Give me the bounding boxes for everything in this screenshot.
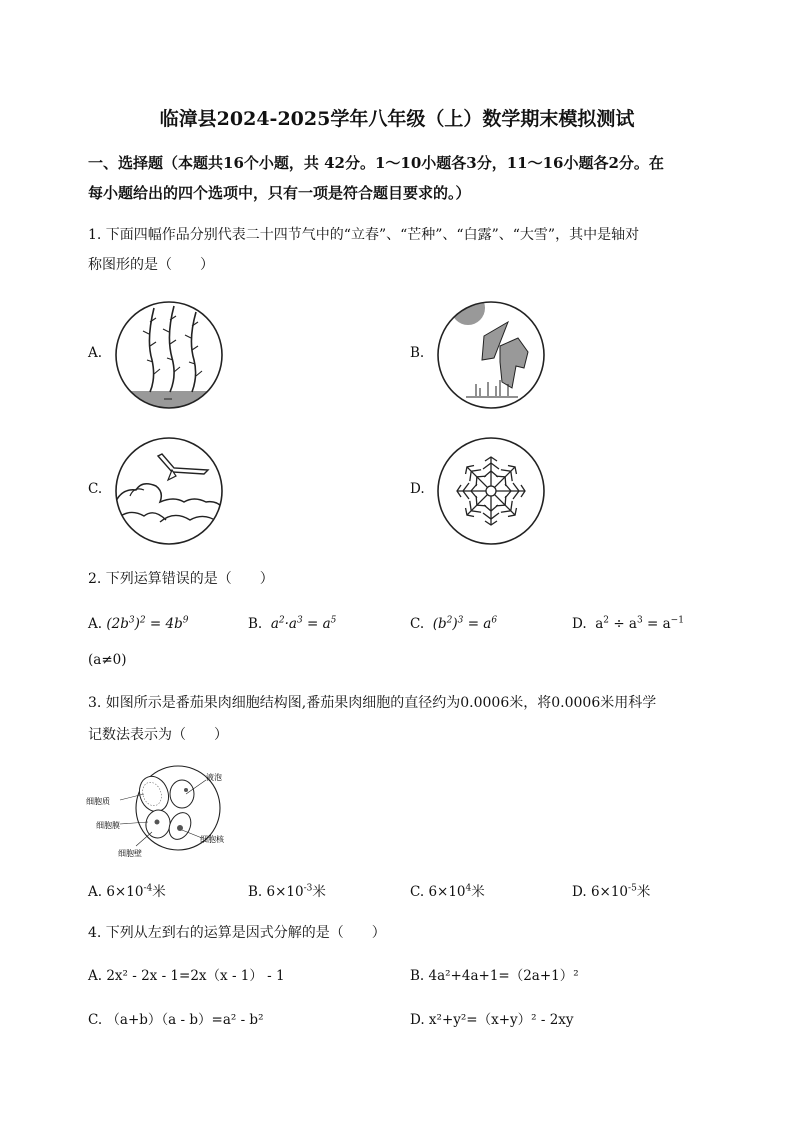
label-membrane: 细胞膜 (96, 821, 120, 830)
figure-a-spring-branches[interactable] (114, 300, 224, 410)
q4-option-a[interactable]: A. 2x² - 2x - 1=2x（x - 1） - 1 (88, 968, 285, 984)
figure-c-white-dew[interactable] (114, 436, 224, 546)
q3-stem-line2: 记数法表示为（ ） (88, 727, 228, 743)
q4-option-c[interactable]: C. （a+b）（a - b）=a² - b² (88, 1012, 264, 1028)
q1-stem-line1: 1. 下面四幅作品分别代表二十四节气中的“立春”、“芒种”、“白露”、“大雪”，其中是轴对 (88, 227, 640, 243)
q4-option-b[interactable]: B. 4a²+4a+1=（2a+1）² (410, 968, 579, 984)
page-title: 临漳县2024-2025学年八年级（上）数学期末模拟测试 (159, 108, 635, 130)
section-heading-line1: 一、选择题（本题共16个小题，共 42分。1～10小题各3分，11～16小题各2分。在 (88, 154, 664, 172)
q1-stem-line2: 称图形的是（ ） (88, 257, 214, 273)
q4-stem: 4. 下列从左到右的运算是因式分解的是（ ） (88, 925, 386, 941)
q3-option-b[interactable]: B. $6\times 10^{-3}$米 (248, 883, 326, 900)
q1-option-b-label[interactable]: B. (410, 345, 425, 361)
q1-option-d-label[interactable]: D. (410, 481, 425, 497)
q1-option-c-label[interactable]: C. (88, 481, 103, 497)
section-heading-line2: 每小题给出的四个选项中，只有一项是符合题目要求的。） (88, 184, 471, 202)
q2-option-a[interactable]: A. $(2b^3)^2 = 4b^9$ (88, 615, 189, 632)
q1-option-a-label[interactable]: A. (88, 345, 103, 361)
q2-condition: (a≠0) (88, 652, 127, 668)
label-nucleus: 细胞核 (200, 835, 224, 844)
q4-option-d[interactable]: D. x²+y²=（x+y）² - 2xy (410, 1012, 574, 1028)
label-vacuole: 液泡 (206, 773, 222, 782)
q2-option-d[interactable]: D. $a^2 \div a^3 = a^{-1}$ (572, 615, 684, 632)
figure-b-grain-in-ear[interactable] (436, 300, 546, 410)
q3-option-a[interactable]: A. $6\times 10^{-4}$米 (88, 883, 166, 900)
tomato-cell-diagram (86, 764, 236, 860)
q3-option-c[interactable]: C. $6\times 10^4$米 (410, 883, 485, 900)
q3-option-d[interactable]: D. $6\times 10^{-5}$米 (572, 883, 651, 900)
q3-stem-line1: 3. 如图所示是番茄果肉细胞结构图,番茄果肉细胞的直径约为0.0006米，将0.0006米用科学 (88, 695, 657, 711)
q2-stem: 2. 下列运算错误的是（ ） (88, 571, 274, 587)
figure-d-snowflake[interactable] (436, 436, 546, 546)
q2-option-c[interactable]: C. $(b^2)^3 = a^6$ (410, 615, 498, 632)
q2-option-b[interactable]: B. $a^2\cdot a^3 = a^5$ (248, 615, 337, 632)
label-cell-wall: 细胞壁 (118, 849, 142, 858)
label-cytoplasm: 细胞质 (86, 797, 110, 806)
